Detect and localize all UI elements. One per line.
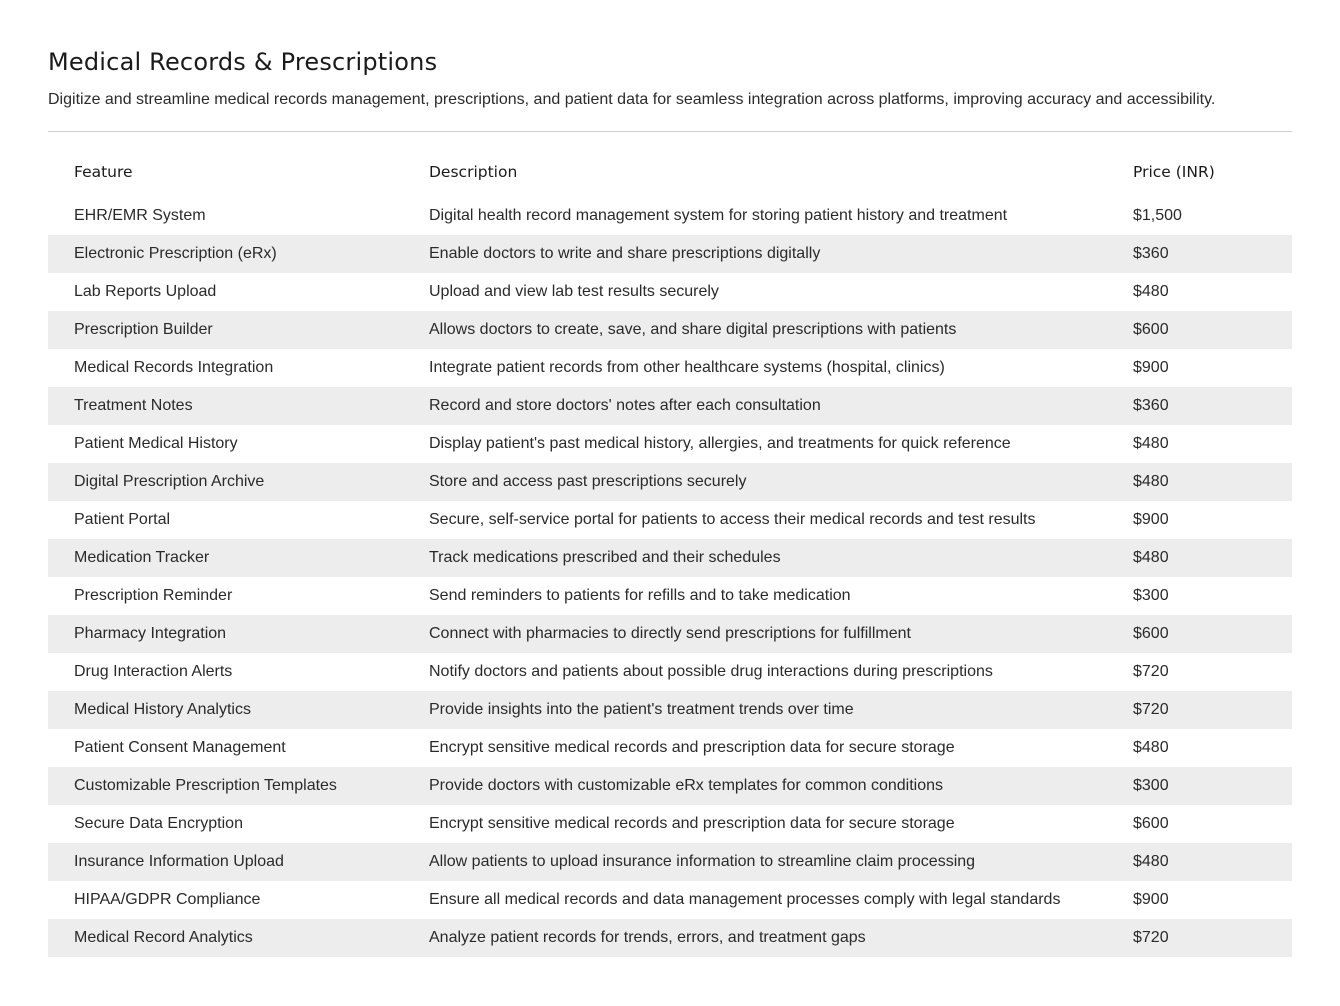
description-cell: Connect with pharmacies to directly send prescriptions for fulfillment [403,615,1133,653]
price-cell: $480 [1133,463,1292,501]
price-cell: $900 [1133,891,1169,908]
feature-cell: EHR/EMR System [74,207,206,224]
feature-cell: Medical History Analytics [48,691,403,729]
description-cell: Ensure all medical records and data management processes comply with legal standards [429,891,1061,908]
feature-cell: Electronic Prescription (eRx) [48,235,403,273]
price-cell: $300 [1133,767,1292,805]
price-cell: $1,500 [1133,207,1182,224]
table-row [48,577,1292,615]
price-cell: $480 [1133,283,1169,300]
column-header-price: Price (INR) [1133,163,1215,181]
description-cell: Provide doctors with customizable eRx templates for common conditions [403,767,1133,805]
feature-cell: Digital Prescription Archive [48,463,403,501]
table-row [48,615,1292,653]
table-row [48,463,1292,501]
feature-cell: Secure Data Encryption [74,815,243,832]
description-cell: Enable doctors to write and share prescriptions digitally [403,235,1133,273]
price-cell: $900 [1133,511,1169,528]
feature-cell: Customizable Prescription Templates [48,767,403,805]
table-header [48,151,1292,193]
table-row [48,729,1292,767]
table-row [48,235,1292,273]
column-header-feature: Feature [74,163,133,181]
price-cell: $720 [1133,691,1292,729]
table-row [48,425,1292,463]
table-row [48,653,1292,691]
price-cell: $600 [1133,815,1169,832]
table-row [48,691,1292,729]
price-cell: $720 [1133,919,1292,957]
price-cell: $900 [1133,359,1169,376]
feature-cell: Medical Records Integration [74,359,274,376]
feature-cell: Patient Medical History [74,435,238,452]
feature-cell: Patient Consent Management [74,739,286,756]
feature-cell: Insurance Information Upload [48,843,403,881]
description-cell: Provide insights into the patient's treatment trends over time [403,691,1133,729]
table-row [48,501,1292,539]
feature-cell: Treatment Notes [48,387,403,425]
table-row [48,349,1292,387]
description-cell: Secure, self-service portal for patients to access their medical records and test results [429,511,1036,528]
feature-cell: HIPAA/GDPR Compliance [74,891,261,908]
feature-cell: Medication Tracker [48,539,403,577]
description-cell: Notify doctors and patients about possible drug interactions during prescriptions [429,663,993,680]
price-cell: $480 [1133,539,1292,577]
price-cell: $720 [1133,663,1169,680]
table-row [48,273,1292,311]
feature-cell: Lab Reports Upload [74,283,217,300]
section-header [48,44,1292,111]
feature-cell: Drug Interaction Alerts [74,663,233,680]
description-cell: Upload and view lab test results securely [429,283,719,300]
description-cell: Send reminders to patients for refills and to take medication [429,587,851,604]
table-row [48,539,1292,577]
description-cell: Encrypt sensitive medical records and prescription data for secure storage [429,815,955,832]
price-cell: $480 [1133,435,1169,452]
description-cell: Allows doctors to create, save, and share digital prescriptions with patients [403,311,1133,349]
description-cell: Allow patients to upload insurance information to streamline claim processing [403,843,1133,881]
description-cell: Store and access past prescriptions securely [403,463,1133,501]
page-subtitle: Digitize and streamline medical records management, prescriptions, and patient data for seamless integration across platforms, improving accuracy and accessibility. [48,91,1216,108]
price-cell: $360 [1133,387,1292,425]
price-cell: $480 [1133,739,1169,756]
description-cell: Track medications prescribed and their schedules [403,539,1133,577]
price-cell: $300 [1133,587,1169,604]
table-row [48,881,1292,919]
price-cell: $480 [1133,843,1292,881]
table-row [48,805,1292,843]
table-row [48,919,1292,957]
feature-cell: Prescription Reminder [74,587,233,604]
feature-cell: Patient Portal [74,511,171,528]
table-header-row [48,151,1292,193]
table-row [48,197,1292,235]
description-cell: Integrate patient records from other healthcare systems (hospital, clinics) [429,359,945,376]
price-cell: $600 [1133,615,1292,653]
description-cell: Analyze patient records for trends, errors, and treatment gaps [403,919,1133,957]
pricing-table [48,151,1292,957]
table-row [48,843,1292,881]
price-cell: $360 [1133,235,1292,273]
column-header-description: Description [429,163,518,181]
description-cell: Display patient's past medical history, allergies, and treatments for quick reference [429,435,1011,452]
table-row [48,767,1292,805]
header-divider [48,131,1292,132]
description-cell: Digital health record management system for storing patient history and treatment [429,207,1008,224]
page-title: Medical Records & Prescriptions [48,48,438,76]
description-cell: Record and store doctors' notes after each consultation [403,387,1133,425]
feature-cell: Medical Record Analytics [48,919,403,957]
description-cell: Encrypt sensitive medical records and prescription data for secure storage [429,739,955,756]
table-row [48,387,1292,425]
table-body [48,193,1292,957]
price-cell: $600 [1133,311,1292,349]
feature-cell: Prescription Builder [48,311,403,349]
feature-cell: Pharmacy Integration [48,615,403,653]
table-row [48,311,1292,349]
